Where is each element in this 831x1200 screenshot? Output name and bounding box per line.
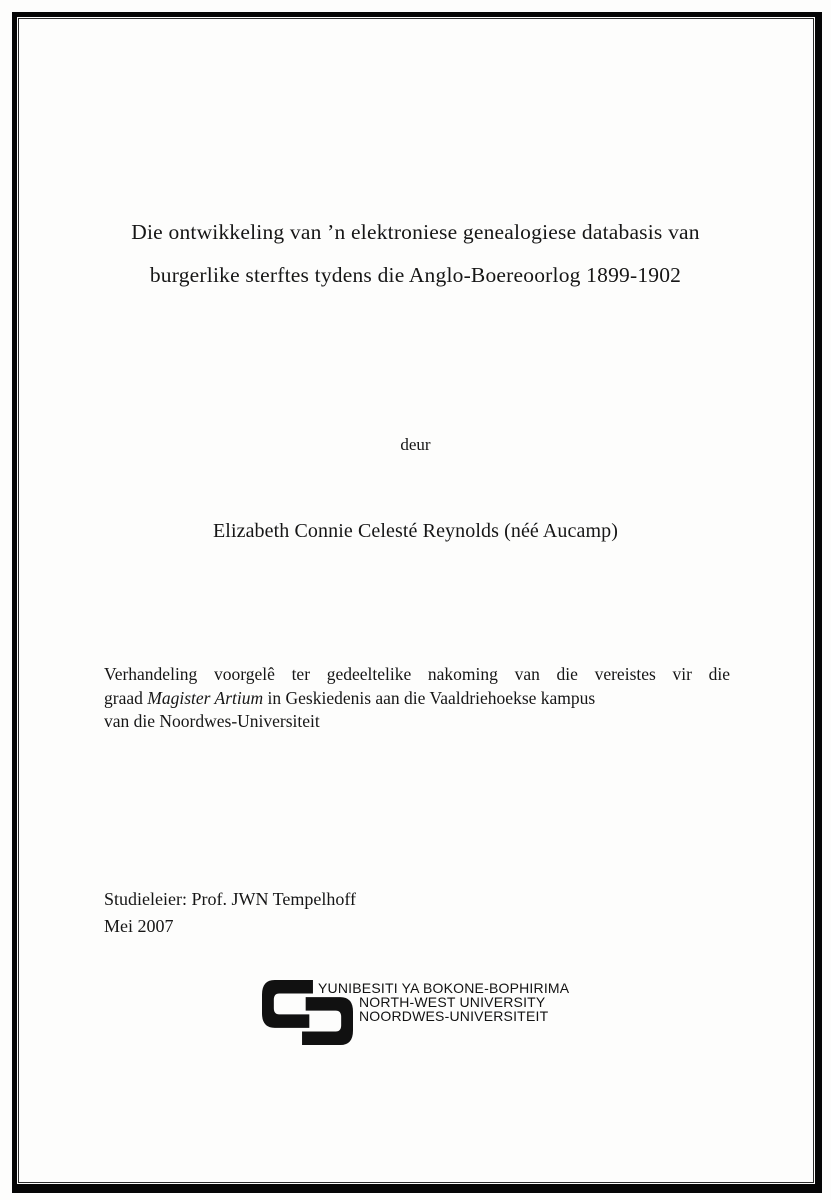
- logo-text-english: NORTH-WEST UNIVERSITY: [359, 994, 546, 1010]
- degree-statement-line1: Verhandeling voorgelê ter gedeeltelike nakoming van die vereistes vir die: [104, 664, 730, 684]
- logo-text-afrikaans: NOORDWES-UNIVERSITEIT: [359, 1008, 549, 1024]
- thesis-title-line2: burgerlike sterftes tydens die Anglo-Boereoorlog 1899-1902: [149, 263, 682, 287]
- university-logo: [262, 978, 582, 1048]
- degree-statement-line2-post: in Geskiedenis aan die Vaaldriehoekse kampus: [263, 687, 596, 708]
- supervisor-date-block: [104, 886, 356, 940]
- thesis-title: [40, 211, 791, 297]
- logo-text-setswana: YUNIBESITI YA BOKONE-BOPHIRIMA: [318, 980, 570, 996]
- degree-name-italic: Magister Artium: [147, 687, 264, 708]
- date-line: Mei 2007: [104, 916, 174, 936]
- byline-label: deur: [400, 435, 431, 454]
- nwu-logo-link-shape: [262, 980, 313, 1028]
- degree-statement-line2: [104, 687, 730, 711]
- author-name: Elizabeth Connie Celesté Reynolds (néé Aucamp): [212, 520, 619, 542]
- degree-statement: [104, 663, 730, 734]
- supervisor-line: Studieleier: Prof. JWN Tempelhoff: [104, 889, 357, 909]
- degree-statement-line3: van die Noordwes-Universiteit: [104, 711, 320, 731]
- thesis-title-line1: Die ontwikkeling van ’n elektroniese genealogiese databasis van: [131, 220, 700, 244]
- degree-statement-line2-pre: graad: [104, 687, 148, 708]
